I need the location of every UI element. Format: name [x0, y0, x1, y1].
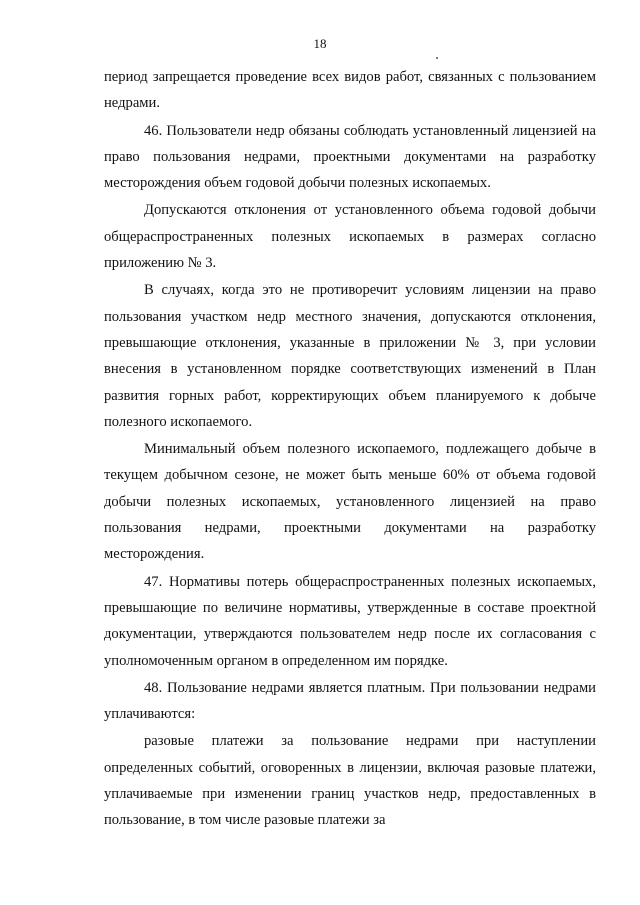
- document-body: [104, 64, 596, 834]
- page-number: 18: [313, 36, 327, 51]
- scan-artifact: [436, 57, 438, 59]
- paragraph-minimum-volume: Минимальный объем полезного ископаемого, подлежащего добыче в текущем добычном сезоне, не может быть меньше 60% от объема годовой добычи полезных ископаемых, установленного лицензией на право пользования недрами, проектными документами на разработку месторождения.: [104, 441, 596, 563]
- paragraph-47: 47. Нормативы потерь общераспространенных полезных ископаемых, превышающие по величине нормативы, утвержденные в составе проектной документации, утверждаются пользователем недр после их согласования с уполномоченным органом в определенном им порядке.: [104, 573, 596, 669]
- paragraph-48: 48. Пользование недрами является платным. При пользовании недрами уплачиваются:: [104, 679, 596, 723]
- paragraph-46: 46. Пользователи недр обязаны соблюдать установленный лицензией на право пользования недрами, проектными документами на разработку месторождения объем годовой добычи полезных ископаемых.: [104, 122, 596, 192]
- paragraph-deviations-allowed: Допускаются отклонения от установленного объема годовой добычи общераспространенных полезных ископаемых в размерах согласно приложению № 3.: [104, 202, 596, 272]
- paragraph-continuation: период запрещается проведение всех видов работ, связанных с пользованием недрами.: [104, 69, 596, 112]
- paragraph-one-time-payments: разовые платежи за пользование недрами при наступлении определенных событий, оговоренных в лицензии, включая разовые платежи, уплачиваемые при изменении границ участков недр, предоставленных в пользование, в том числе разовые платежи за: [104, 733, 596, 829]
- paragraph-local-deviations: В случаях, когда это не противоречит условиям лицензии на право пользования участком недр местного значения, допускаются отклонения, превышающие отклонения, указанные в приложении № 3, при условии внесения в установленном порядке соответствующих изменений в План развития горных работ, корректирующих объем планируемого к добыче полезного ископаемого.: [104, 282, 596, 430]
